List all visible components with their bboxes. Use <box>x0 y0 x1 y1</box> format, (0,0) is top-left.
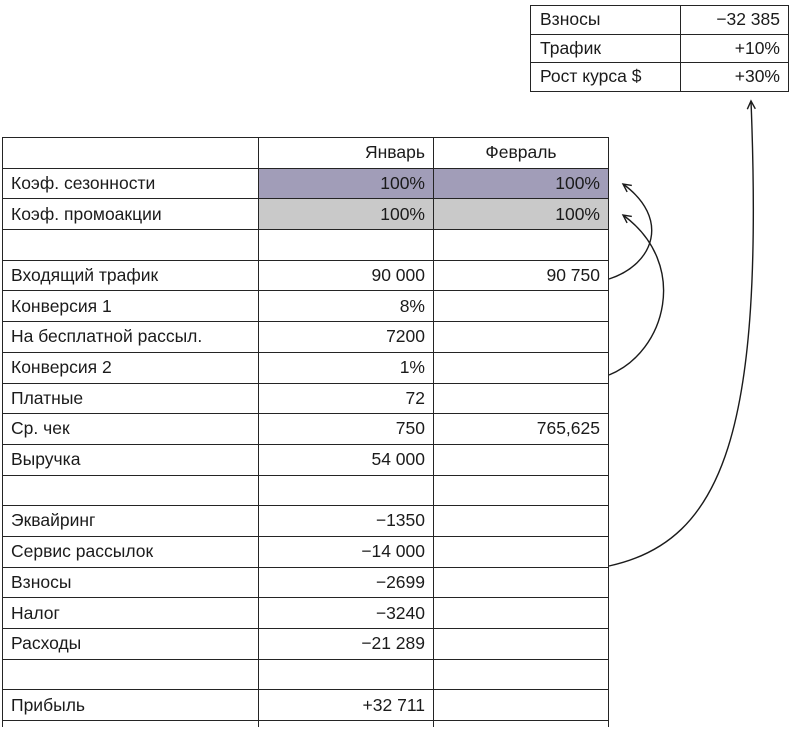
spacer-row <box>3 659 609 690</box>
table-row <box>3 291 609 322</box>
row-label: Эквайринг <box>3 506 259 537</box>
row-label: Коэф. сезонности <box>3 168 259 199</box>
cell-february <box>434 506 609 537</box>
cell-january <box>259 659 434 690</box>
row-label: Ср. чек <box>3 414 259 445</box>
cell-february: 100% <box>434 199 609 230</box>
cell-february: 100% <box>434 168 609 199</box>
main-table-body <box>3 138 609 721</box>
cell-january <box>259 475 434 506</box>
partial-cell <box>434 721 609 727</box>
row-label: Входящий трафик <box>3 260 259 291</box>
table-row <box>3 567 609 598</box>
summary-row <box>531 34 789 63</box>
cell-january: −1350 <box>259 506 434 537</box>
cell-january: 1% <box>259 352 434 383</box>
summary-value: +10% <box>681 34 789 63</box>
cell-january: −3240 <box>259 598 434 629</box>
cell-february <box>434 291 609 322</box>
cell-january: −21 289 <box>259 629 434 660</box>
cell-february <box>434 383 609 414</box>
cell-february <box>434 444 609 475</box>
arrow-conversion-to-promo-coef <box>609 215 664 375</box>
row-label: Конверсия 2 <box>3 352 259 383</box>
table-row <box>3 168 609 199</box>
cell-january: 100% <box>259 168 434 199</box>
summary-value: +30% <box>681 63 789 92</box>
cell-february <box>434 598 609 629</box>
partial-cell <box>3 721 259 727</box>
row-label: Налог <box>3 598 259 629</box>
table-row <box>3 414 609 445</box>
table-row <box>3 260 609 291</box>
cell-february <box>434 230 609 261</box>
table-row <box>3 383 609 414</box>
cell-january: +32 711 <box>259 690 434 721</box>
summary-label: Взносы <box>531 6 681 35</box>
cell-february <box>434 567 609 598</box>
row-label <box>3 475 259 506</box>
table-row <box>3 629 609 660</box>
row-label <box>3 659 259 690</box>
row-label: Расходы <box>3 629 259 660</box>
table-row <box>3 506 609 537</box>
table-row <box>3 690 609 721</box>
row-label: На бесплатной рассыл. <box>3 322 259 353</box>
partial-row <box>3 721 609 727</box>
summary-row <box>531 6 789 35</box>
main-table-partial <box>3 721 609 727</box>
header-january: Январь <box>259 138 434 169</box>
cell-february <box>434 322 609 353</box>
spacer-row <box>3 475 609 506</box>
cell-january: −2699 <box>259 567 434 598</box>
cell-january: 8% <box>259 291 434 322</box>
cell-january: 7200 <box>259 322 434 353</box>
table-row <box>3 444 609 475</box>
cell-january: 72 <box>259 383 434 414</box>
header-february: Февраль <box>434 138 609 169</box>
partial-cell <box>259 721 434 727</box>
arrow-february-traffic-to-seasonality-coef <box>609 184 652 279</box>
cell-february <box>434 629 609 660</box>
table-row <box>3 199 609 230</box>
cell-january: 750 <box>259 414 434 445</box>
row-label: Сервис рассылок <box>3 536 259 567</box>
corner-cell <box>3 138 259 169</box>
cell-january: 54 000 <box>259 444 434 475</box>
summary-row <box>531 63 789 92</box>
cell-january: 100% <box>259 199 434 230</box>
cell-february <box>434 352 609 383</box>
table-row <box>3 322 609 353</box>
cell-february <box>434 475 609 506</box>
summary-value: −32 385 <box>681 6 789 35</box>
cell-february <box>434 690 609 721</box>
row-label: Прибыль <box>3 690 259 721</box>
row-label <box>3 230 259 261</box>
main-table-header-row <box>3 138 609 169</box>
cell-february: 765,625 <box>434 414 609 445</box>
table-row <box>3 536 609 567</box>
row-label: Коэф. промоакции <box>3 199 259 230</box>
cell-january: 90 000 <box>259 260 434 291</box>
table-row <box>3 598 609 629</box>
cell-january: −14 000 <box>259 536 434 567</box>
cell-february: 90 750 <box>434 260 609 291</box>
summary-table-body <box>531 6 789 92</box>
cell-february <box>434 659 609 690</box>
summary-label: Рост курса $ <box>531 63 681 92</box>
row-label: Взносы <box>3 567 259 598</box>
row-label: Конверсия 1 <box>3 291 259 322</box>
main-table <box>2 137 609 727</box>
summary-table <box>530 5 789 92</box>
row-label: Выручка <box>3 444 259 475</box>
table-row <box>3 352 609 383</box>
spacer-row <box>3 230 609 261</box>
cell-january <box>259 230 434 261</box>
arrow-mail-service-to-summary-table <box>609 101 753 566</box>
row-label: Платные <box>3 383 259 414</box>
cell-february <box>434 536 609 567</box>
summary-label: Трафик <box>531 34 681 63</box>
